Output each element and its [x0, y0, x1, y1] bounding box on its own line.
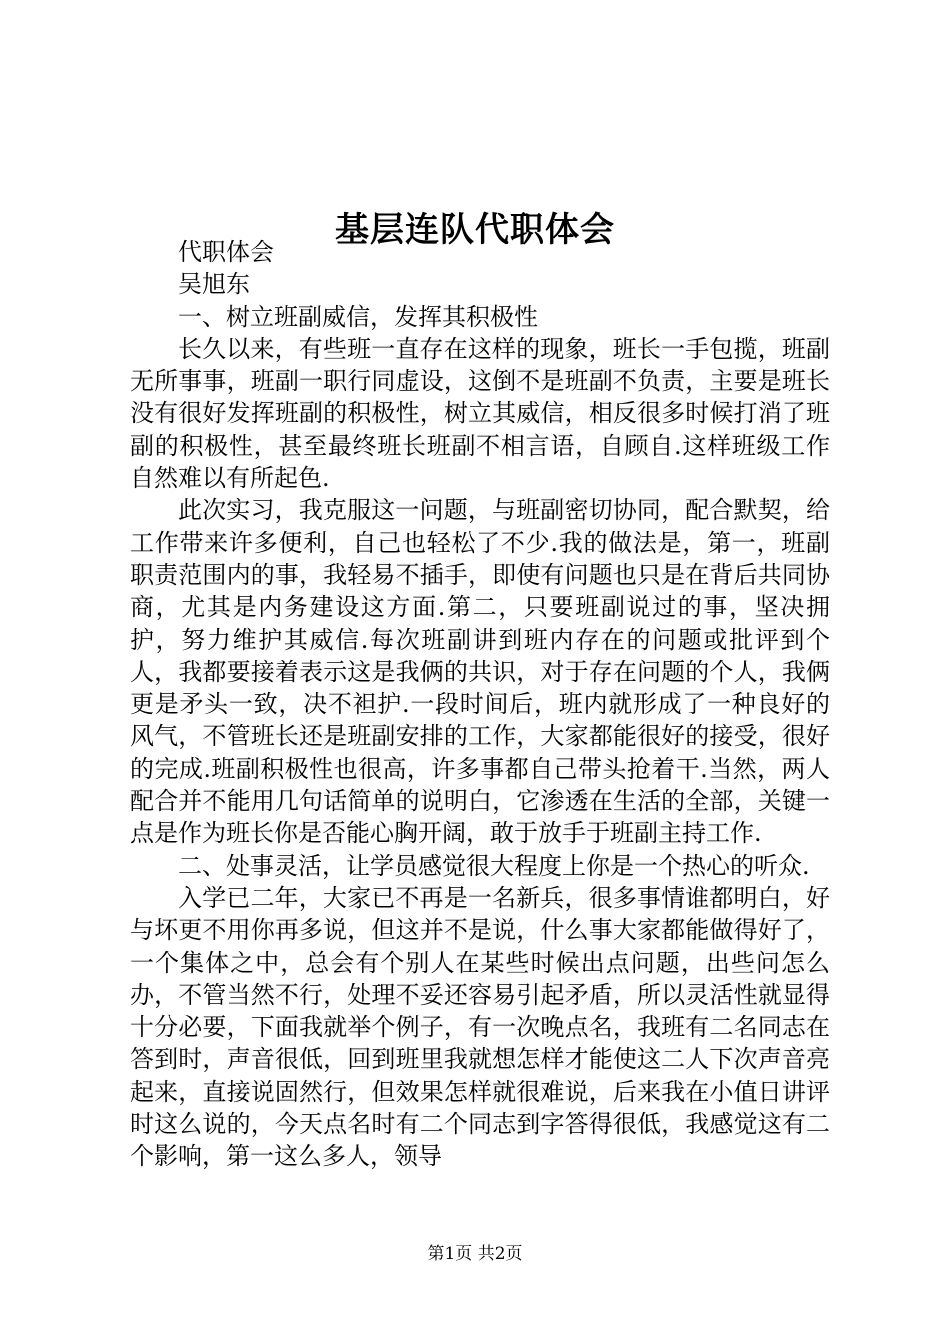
author-paragraph: 吴旭东 — [178, 270, 250, 299]
body-paragraph: 此次实习，我克服这一问题，与班副密切协同，配合默契，给工作带来许多便利，自己也轻松了不少.我的做法是，第一，班副职责范围内的事，我轻易不插手，即使有问题也只是在背后共同协商，尤其是内务建设这方面.第二，只要班副说过的事，坚决拥护，努力维护其威信.每次班副讲到班内存在的问题或批评到个人，我都要接着表示这是我俩的共识，对于存在问题的个人，我俩更是矛头一致，决不袒护.一段时间后，班内就形成了一种良好的风气，不管班长还是班副安排的工作，大家都能很好的接受，很好的完成.班副积极性也很高，许多事都自己带头抢着干.当然，两人配合并不能用几句话简单的说明白，它渗透在生活的全部，关键一点是作为班长你是否能心胸开阔，敢于放手于班副主持工作. — [130, 496, 830, 848]
subtitle-paragraph: 代职体会 — [178, 238, 274, 266]
section-heading-1: 一、树立班副威信，发挥其积极性 — [178, 302, 538, 331]
body-paragraph: 长久以来，有些班一直存在这样的现象，班长一手包揽，班副无所事事，班副一职行同虚设，这倒不是班副不负责，主要是班长没有很好发挥班副的积极性，树立其威信，相反很多时候打消了班副的积极性，甚至最终班长班副不相言语，自顾自.这样班级工作自然难以有所起色. — [130, 334, 830, 493]
section-heading-2: 二、处事灵活，让学员感觉很大程度上你是一个热心的听众. — [178, 851, 810, 880]
page-number-footer: 第1页 共2页 — [427, 1244, 523, 1264]
document-body — [130, 236, 830, 1173]
document-title: 基层连队代职体会 — [335, 209, 615, 250]
body-paragraph: 入学已二年，大家已不再是一名新兵，很多事情谁都明白，好与坏更不用你再多说，但这并不是说，什么事大家都能做得好了，一个集体之中，总会有个别人在某些时候出点问题，出些问怎么办，不管当然不行，处理不妥还容易引起矛盾，所以灵活性就显得十分必要，下面我就举个例子，有一次晚点名，我班有二名同志在答到时，声音很低，回到班里我就想怎样才能使这二人下次声音亮起来，直接说固然行，但效果怎样就很难说，后来我在小值日讲评时这么说的，今天点名时有二个同志到字答得很低，我感觉这有二个影响，第一这么多人，领导 — [130, 883, 830, 1171]
